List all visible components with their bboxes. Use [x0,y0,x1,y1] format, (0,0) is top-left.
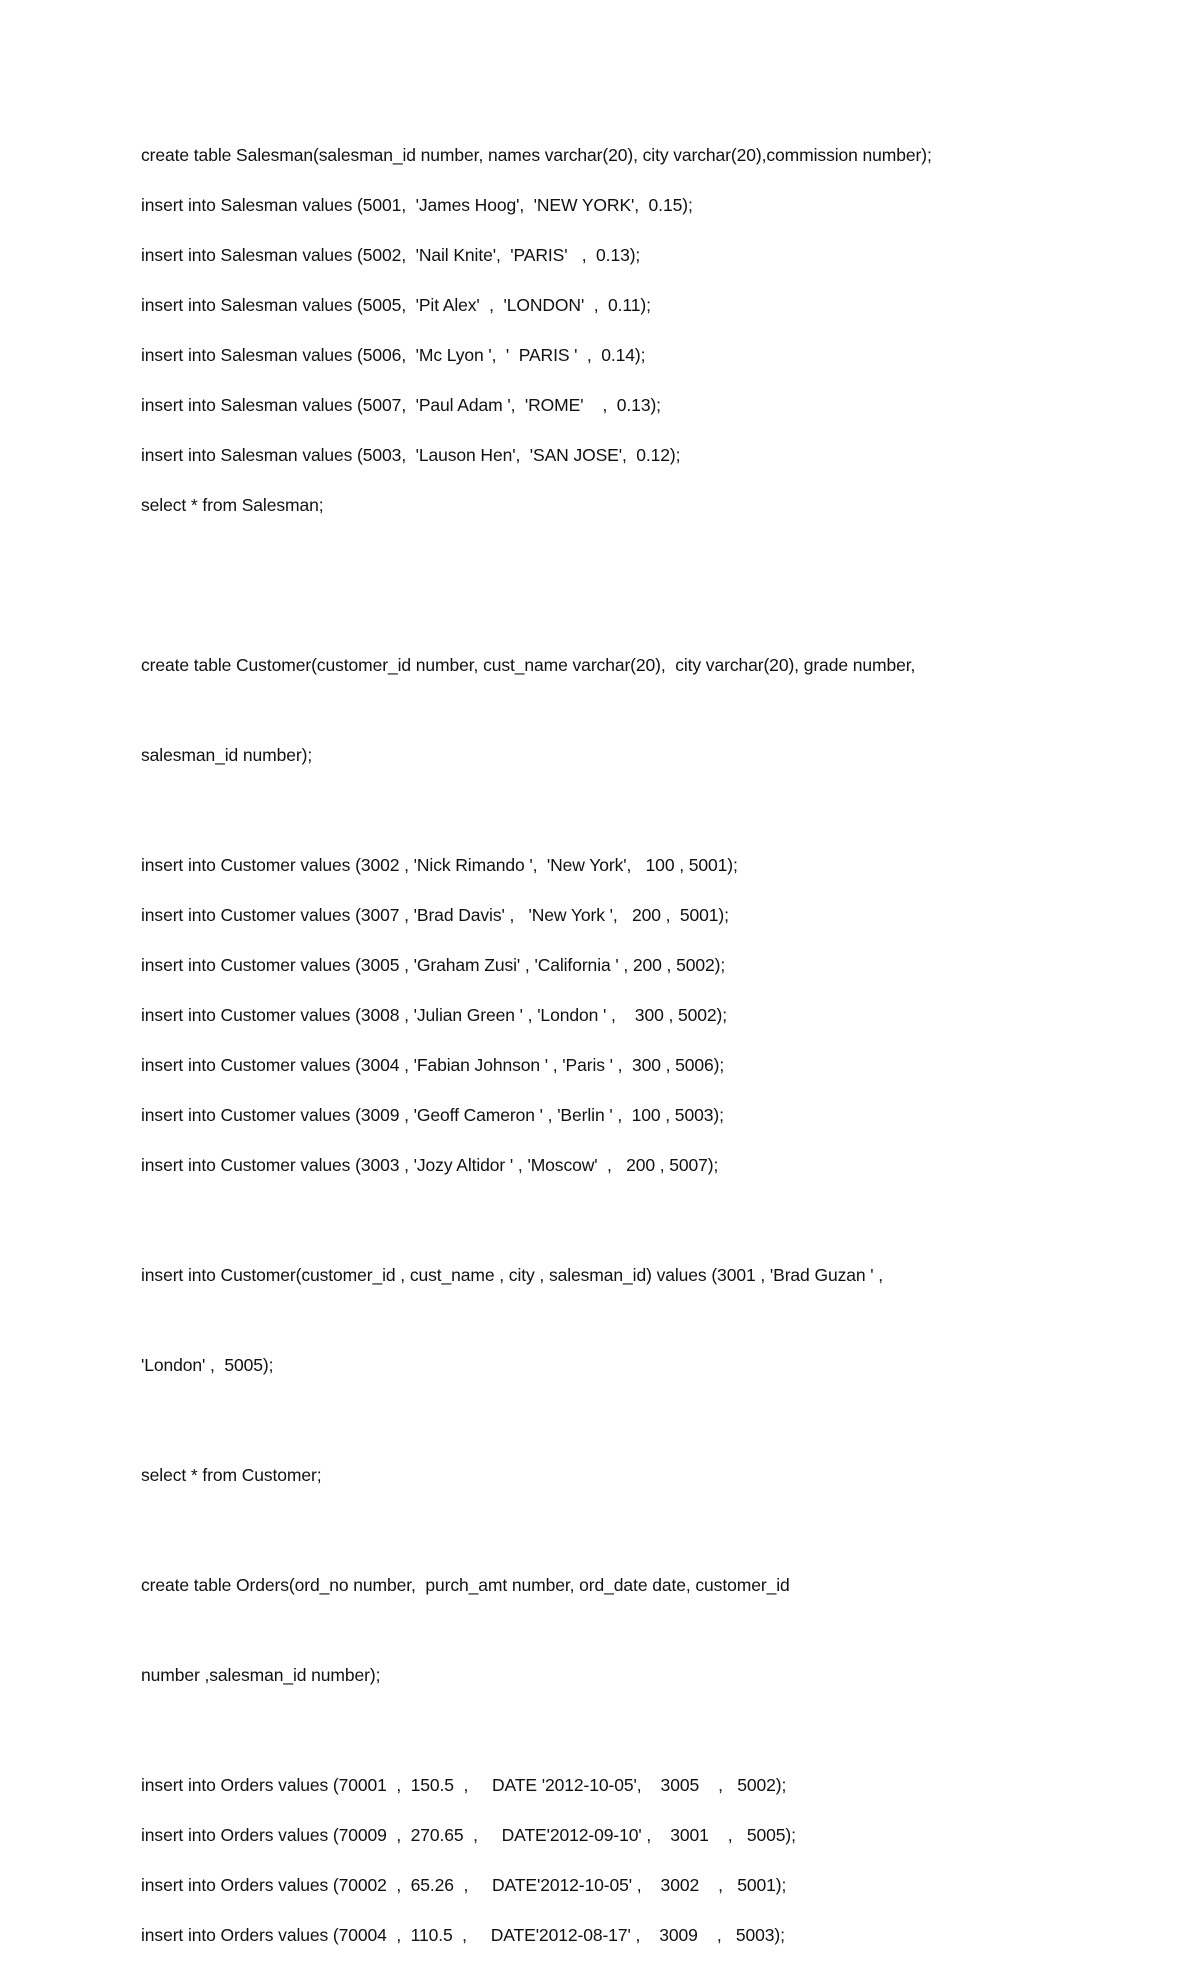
section-spacer [141,540,1061,590]
customer-insert-partial-line-2: 'London' , 5005); [141,1355,274,1375]
customer-insert-statement: insert into Customer values (3002 , 'Nick Rimando ', 'New York', 100 , 5001); [141,855,738,875]
customer-create-line-1: create table Customer(customer_id number, cust_name varchar(20), city varchar(20), grade number, [141,655,916,675]
salesman-insert-statement: insert into Salesman values (5003, 'Lauson Hen', 'SAN JOSE', 0.12); [141,445,681,465]
orders-create-statement [141,1510,1061,1750]
customer-insert-statement: insert into Customer values (3005 , 'Graham Zusi' , 'California ' , 200 , 5002); [141,955,726,975]
salesman-select-statement: select * from Salesman; [141,495,324,515]
orders-insert-statement: insert into Orders values (70002 , 65.26 , DATE'2012-10-05' , 3002 , 5001); [141,1875,787,1895]
salesman-insert-statement: insert into Salesman values (5001, 'James Hoog', 'NEW YORK', 0.15); [141,195,693,215]
customer-insert-statement: insert into Customer values (3009 , 'Geoff Cameron ' , 'Berlin ' , 100 , 5003); [141,1105,724,1125]
customer-create-line-2: salesman_id number); [141,745,313,765]
orders-insert-statement: insert into Orders values (70001 , 150.5 , DATE '2012-10-05', 3005 , 5002); [141,1775,787,1795]
customer-insert-statement: insert into Customer values (3008 , 'Julian Green ' , 'London ' , 300 , 5002); [141,1005,728,1025]
customer-select-statement: select * from Customer; [141,1465,322,1485]
orders-create-line-1: create table Orders(ord_no number, purch_amt number, ord_date date, customer_id [141,1575,790,1595]
salesman-insert-statement: insert into Salesman values (5002, 'Nail Knite', 'PARIS' , 0.13); [141,245,641,265]
customer-insert-partial-line-1: insert into Customer(customer_id , cust_name , city , salesman_id) values (3001 , 'Brad Guzan ' , [141,1265,884,1285]
orders-create-line-2: number ,salesman_id number); [141,1665,381,1685]
document-body [141,140,1061,1970]
orders-insert-statement: insert into Orders values (70004 , 110.5 , DATE'2012-08-17' , 3009 , 5003); [141,1925,785,1945]
customer-insert-statement: insert into Customer values (3007 , 'Brad Davis' , 'New York ', 200 , 5001); [141,905,729,925]
customer-insert-partial-statement [141,1200,1061,1440]
customer-insert-statement: insert into Customer values (3004 , 'Fabian Johnson ' , 'Paris ' , 300 , 5006); [141,1055,725,1075]
salesman-insert-statement: insert into Salesman values (5005, 'Pit Alex' , 'LONDON' , 0.11); [141,295,651,315]
salesman-insert-statement: insert into Salesman values (5006, 'Mc Lyon ', ' PARIS ' , 0.14); [141,345,646,365]
orders-insert-statement: insert into Orders values (70009 , 270.65 , DATE'2012-09-10' , 3001 , 5005); [141,1825,796,1845]
salesman-create-statement: create table Salesman(salesman_id number, names varchar(20), city varchar(20),commission number); [141,145,932,165]
customer-create-statement [141,590,1061,830]
salesman-insert-statement: insert into Salesman values (5007, 'Paul Adam ', 'ROME' , 0.13); [141,395,661,415]
customer-insert-statement: insert into Customer values (3003 , 'Jozy Altidor ' , 'Moscow' , 200 , 5007); [141,1155,719,1175]
